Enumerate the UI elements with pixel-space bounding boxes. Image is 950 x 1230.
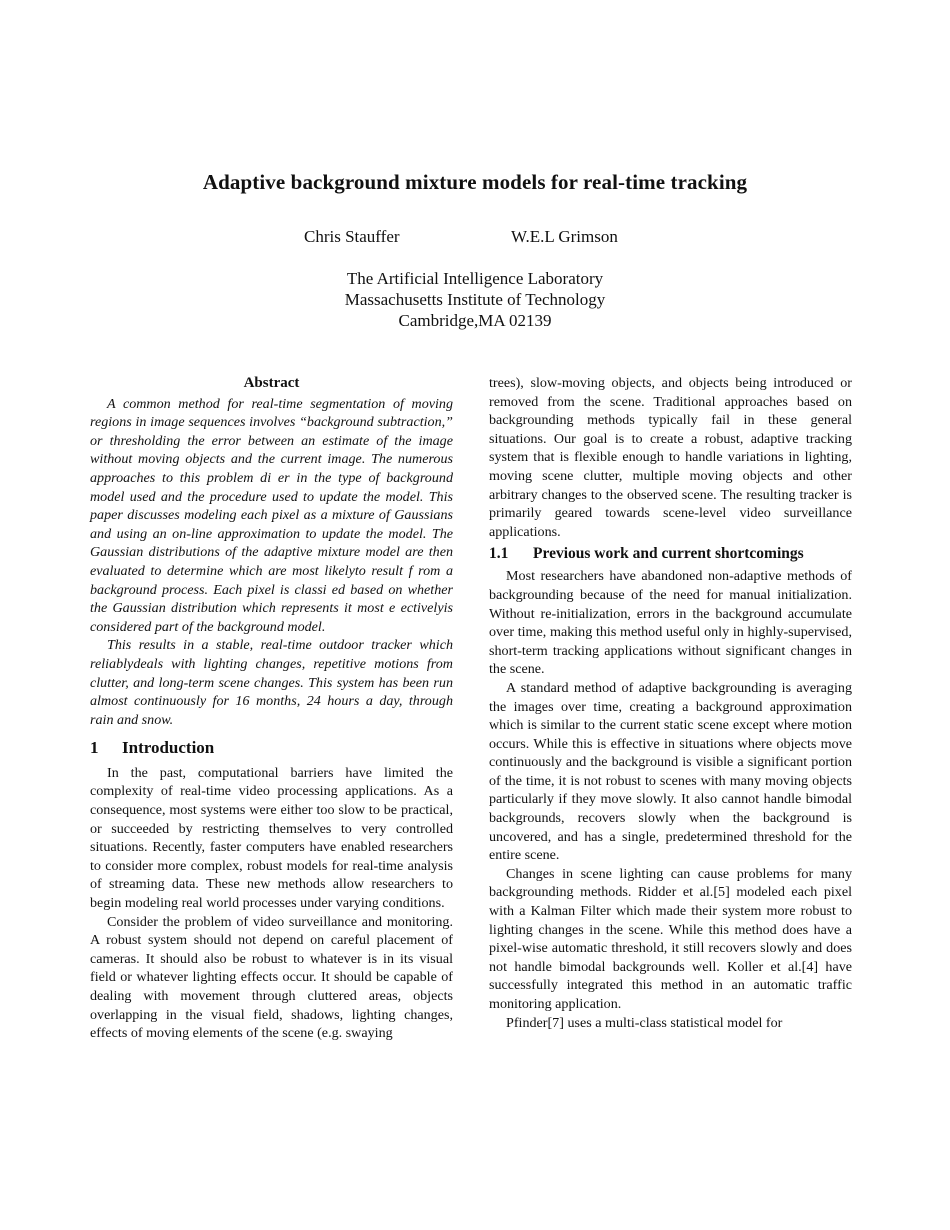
author-name: W.E.L Grimson — [511, 227, 618, 246]
author-list — [0, 225, 950, 249]
right-column — [489, 374, 852, 1032]
subsection-title: Previous work and current shortcomings — [533, 545, 804, 563]
affiliation-line: Cambridge,MA 02139 — [398, 311, 552, 330]
subsection-number: 1.1 — [489, 545, 509, 563]
body-paragraph: In the past, computational barriers have limited the complexity of real-time video processing applications. As a consequence, most systems were either too slow to be practical, or succeeded by restricting themselves to very controlled situations. Recently, faster computers have enabled researchers to consider more complex, robust models for real-time analysis of streaming data. These new methods allow researchers to begin modeling real world processes under varying conditions. — [90, 764, 453, 912]
affiliation-line: The Artificial Intelligence Laboratory — [346, 269, 604, 288]
body-paragraph: A standard method of adaptive backgrounding is averaging the images over time, creating a background approximation which is similar to the current static scene except where motion occurs. While this is effective in situations where objects move continuously and the background is visible a significant portion of the time, it is not robust to scenes with many moving objects particularly if they move slowly. It also cannot handle bimodal backgrounds, recovers slowly when the background is uncovered, and has a single, predetermined threshold for the entire scene. — [489, 679, 852, 864]
section-number: 1 — [90, 738, 99, 758]
section-title: Introduction — [122, 738, 215, 758]
left-column — [90, 374, 453, 1043]
body-paragraph: trees), slow-moving objects, and objects being introduced or removed from the scene. Traditional approaches based on backgrounding methods typically fail in these general situations. Our goal is to create a robust, adaptive tracking system that is flexible enough to handle variations in lighting, moving scene clutter, multiple moving objects and other arbitrary changes to the observed scene. The resulting tracker is primarily geared towards scene-level video surveillance applications. — [489, 375, 852, 540]
subsection-heading — [489, 544, 852, 563]
body-paragraph: Changes in scene lighting can cause problems for many backgrounding methods. Ridder et al.[5] modeled each pixel with a Kalman Filter which made their system more robust to lighting changes in the scene. While this method does have a pixel-wise automatic threshold, it still recovers slowly and does not handle bimodal backgrounds well. Koller et al.[4] have successfully integrated this method in an automatic traffic monitoring application. — [489, 865, 852, 1012]
abstract-paragraph: A common method for real-time segmentation of moving regions in image sequences involves “background subtraction,” or thresholding the error between an estimate of the image without moving objects and the current image. The numerous approaches to this problem di er in the type of background model used and the procedure used to update the model. This paper discusses modeling each pixel as a mixture of Gaussians and using an on-line approximation to update the model. The Gaussian distributions of the adaptive mixture model are then evaluated to determine which are most likelyto result f rom a background process. Each pixel is classi ed based on whether the Gaussian distribution which represents it most e ectivelyis considered part of the background model. — [90, 395, 453, 635]
body-paragraph: Pfinder[7] uses a multi-class statistical model for — [506, 1014, 783, 1031]
body-paragraph: Consider the problem of video surveillance and monitoring. A robust system should not depend on careful placement of cameras. It should also be robust to whatever is in its visual field or whatever lighting effects occur. It should be capable of dealing with movement through cluttered areas, objects overlapping in the visual field, shadows, lighting changes, effects of moving elements of the scene (e.g. swaying — [90, 913, 453, 1042]
abstract-paragraph: This results in a stable, real-time outdoor tracker which reliablydeals with lighting changes, repetitive motions from clutter, and long-term scene changes. This system has been run almost continuously for 16 months, 24 hours a day, through rain and snow. — [90, 637, 453, 728]
affiliation — [0, 268, 950, 331]
abstract-heading: Abstract — [243, 375, 300, 391]
paper-title: Adaptive background mixture models for real-time tracking — [202, 170, 748, 194]
body-paragraph: Most researchers have abandoned non-adaptive methods of backgrounding because of the need for manual initialization. Without re-initialization, errors in the background accumulate over time, making this method useful only in highly-supervised, short-term tracking applications without significant changes in the scene. — [489, 568, 852, 678]
author-name: Chris Stauffer — [304, 227, 400, 246]
affiliation-line: Massachusetts Institute of Technology — [344, 290, 606, 309]
section-heading — [90, 739, 453, 758]
